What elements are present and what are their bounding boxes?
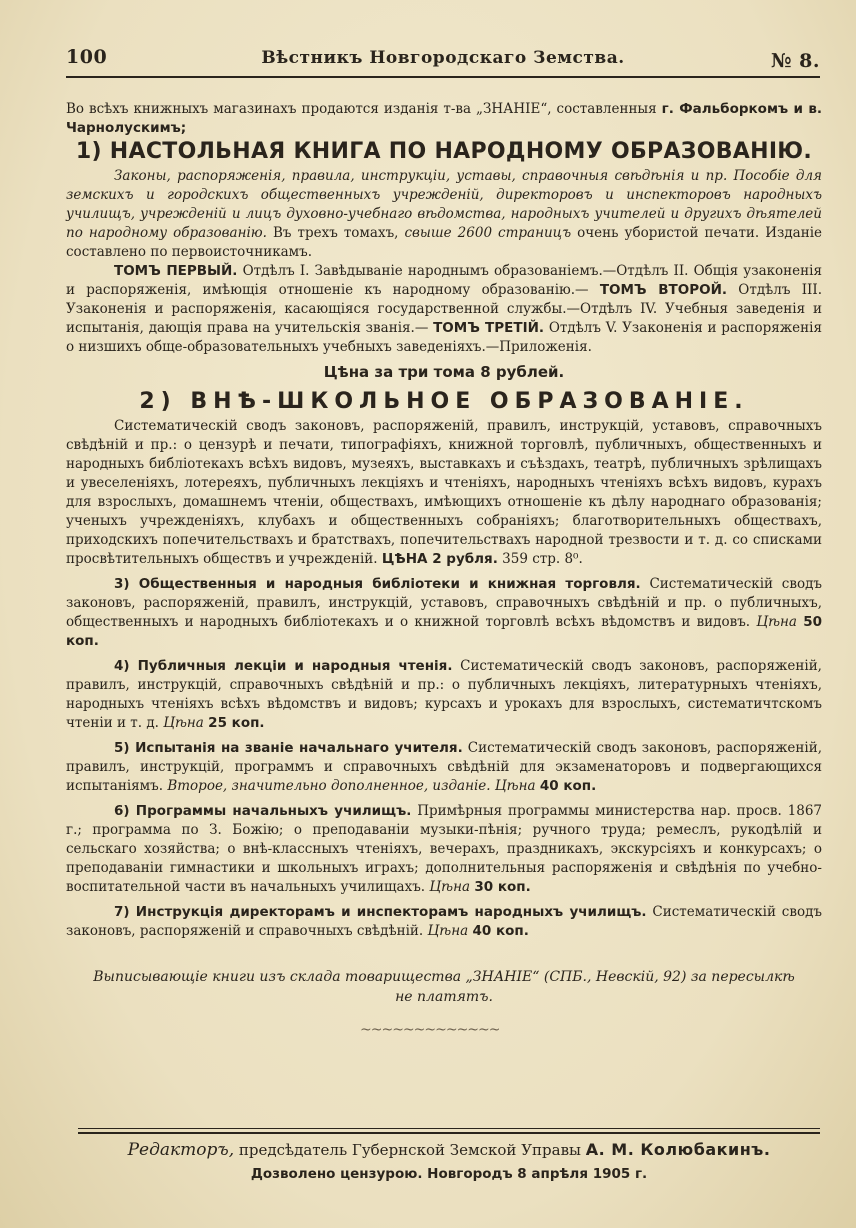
editor-role: Редакторъ, (127, 1140, 235, 1160)
list-item (66, 903, 822, 941)
item-note: Второе, значительно дополненное, изданіе. (167, 778, 491, 794)
page-number: 100 (66, 46, 108, 68)
book1-price: Цѣна за три тома 8 рублей. (323, 363, 565, 381)
book2-pages: 359 стр. 8⁰. (502, 551, 583, 567)
item-price-label: Цѣна (163, 715, 204, 731)
item-text: Систематическій сводъ законовъ, распоряженій, правилъ, инструкцій, программъ и справочныхъ свѣдѣній для экзаменаторовъ и подвергающихся испытаніямъ. (66, 740, 822, 794)
main-column (66, 100, 822, 1007)
book1-volumes-intro: Въ трехъ томахъ, (273, 225, 399, 241)
censorship-line: Дозволено цензурою. Новгородъ 8 апрѣля 1905 г. (250, 1166, 648, 1182)
item-price: 25 коп. (208, 715, 265, 731)
issue-number: № 8. (770, 50, 820, 72)
item-price: 40 коп. (539, 778, 597, 794)
list-item (66, 575, 822, 651)
book1-contents (66, 262, 822, 357)
book1-description (66, 167, 822, 262)
editor-position: предсѣдатель Губернской Земской Управы (238, 1141, 581, 1159)
intro-authors: г. Фальборкомъ и в. Чарнолускимъ; (66, 101, 822, 136)
item-price-label: Цѣна (427, 923, 469, 939)
running-header (66, 40, 820, 74)
journal-title: Вѣстникъ Новгородскаго Земства. (261, 48, 625, 68)
item-text: Систематическій сводъ законовъ, распоряженій, правилъ, инструкцій, уставовъ, справочныхъ свѣдѣній и пр. о публичныхъ, общественныхъ и народныхъ библіотекахъ и о книжной торговлѣ всѣхъ вѣдомствъ и видовъ. (66, 576, 822, 630)
item-price-label: Цѣна (429, 879, 471, 895)
book1-volumes-tail: очень убористой печати. Изданіе составлено по первоисточникамъ. (66, 225, 823, 260)
item-price: 30 коп. (474, 879, 531, 895)
editor-line (78, 1140, 820, 1160)
item-title: 7) Инструкція директорамъ и инспекторамъ народныхъ училищъ. (114, 904, 647, 920)
item-price: 50 коп. (66, 614, 822, 649)
vol3-label: ТОМЪ ТРЕТІЙ. (433, 320, 545, 336)
item-title: 6) Программы начальныхъ училищъ. (114, 803, 412, 819)
book2-title: 2) ВНѢ-ШКОЛЬНОЕ ОБРАЗОВАНІЕ. (139, 389, 749, 414)
list-item (66, 802, 822, 897)
item-price-label: Цѣна (494, 778, 536, 794)
item-title: 3) Общественныя и народныя библіотеки и книжная торговля. (114, 576, 641, 592)
item-price-label: Цѣна (756, 614, 797, 630)
intro-text: Во всѣхъ книжныхъ магазинахъ продаются изданія т-ва „ЗНАНІЕ“, составленныя (66, 101, 657, 117)
vol1-label: ТОМЪ ПЕРВЫЙ. (114, 263, 238, 279)
book1-subtitle: Законы, распоряженія, правила, инструкціи, уставы, справочныя свѣдѣнія и пр. Пособіе для земскихъ и городскихъ общественныхъ учрежденій, директоровъ и инспекторовъ народныхъ училищъ, учрежденій и лицъ духовно-учебнаго вѣдомства, народныхъ учителей и другихъ дѣятелей по народному образованію. (66, 168, 822, 241)
book2-description (66, 417, 822, 569)
item-text: Систематическій сводъ законовъ, распоряженій, правилъ, инструкцій, справочныхъ свѣдѣній и пр.: о публичныхъ лекціяхъ, литературныхъ чтеніяхъ, народныхъ чтеніяхъ всѣхъ вѣдомствъ и видовъ; курсахъ и урокахъ для взрослыхъ, систематичтскомъ чтеніи и т. д. (66, 658, 822, 731)
item-title: 5) Испытанія на званіе начальнаго учителя. (114, 740, 463, 756)
list-item (66, 657, 822, 733)
vol3-text: Отдѣлъ V. Узаконенія и распоряженія о низшихъ обще-образовательныхъ учебныхъ заведеніяхъ.—Приложенія. (66, 320, 822, 355)
header-rule (66, 76, 820, 78)
item-text: Примѣрныя программы министерства нар. просв. 1867 г.; программа по З. Божію; о преподаваніи музыки-пѣнія; ручного труда; ремеслъ, рукодѣлій и сельскаго хозяйства; о внѣ-классныхъ чтеніяхъ, вечерахъ, праздникахъ, экскурсіяхъ и конкурсахъ; о преподаваніи гимнастики и школьныхъ играхъ; дополнительныя распоряженія и свѣдѣнія по учебно-воспитательной части въ начальныхъ училищахъ. (66, 803, 822, 895)
footer-rule-thick (78, 1132, 820, 1134)
vol1-text: Отдѣлъ I. Завѣдываніе народнымъ образованіемъ.—Отдѣлъ II. Общія узаконенія и распоряженія, имѣющія отношеніе къ народному образованію.— (66, 263, 823, 298)
ornament-divider: ~~~~~~~~~~~~~ (360, 1022, 500, 1038)
item-text: Систематическій сводъ законовъ, распоряженій и справочныхъ свѣдѣній. (66, 904, 822, 939)
editor-name: А. М. Колюбакинъ. (585, 1140, 771, 1159)
list-item (66, 739, 822, 796)
vol2-text: Отдѣлъ III. Узаконенія и распоряженія, касающіяся государственной службы.—Отдѣлъ IV. Учебныя заведенія и испытанія, дающія права на учительскія званія.— (66, 282, 822, 336)
vol2-label: ТОМЪ ВТОРОЙ. (599, 282, 728, 298)
book2-text: Систематическій сводъ законовъ, распоряженій, правилъ, инструкцій, уставовъ, справочныхъ свѣдѣній и пр.: о цензурѣ и печати, типографіяхъ, книжной торговлѣ, публичныхъ, общественныхъ и народныхъ библіотекахъ всѣхъ видовъ, музеяхъ, выставкахъ и съѣздахъ, театрѣ, публичныхъ зрѣлищахъ и увеселеніяхъ, лотереяхъ, публичныхъ лекціяхъ и чтеніяхъ, народныхъ чтеніяхъ всѣхъ видовъ, курахъ для взрослыхъ, домашнемъ чтеніи, обществахъ, имѣющихъ отношеніе къ дѣлу народнаго образованія; ученыхъ учрежденіяхъ, клубахъ и общественныхъ собраніяхъ; благотворительныхъ обществахъ, приходскихъ попечительствахъ и братствахъ, попечительствахъ народной трезвости и т. д. со списками просвѣтительныхъ обществъ и учрежденій. (66, 418, 822, 567)
footer-rule (78, 1128, 820, 1129)
intro-line (66, 100, 822, 138)
book1-pages: свыше 2600 страницъ (404, 225, 572, 241)
item-title: 4) Публичныя лекціи и народныя чтенія. (114, 658, 453, 674)
book2-price: ЦѢНА 2 рубля. (381, 551, 498, 567)
book1-title: 1) НАСТОЛЬНАЯ КНИГА ПО НАРОДНОМУ ОБРАЗОВАНІЮ. (75, 139, 813, 164)
item-price: 40 коп. (472, 923, 529, 939)
shipping-note: Выписывающіе книги изъ склада товарищества „ЗНАНІЕ“ (СПБ., Невскій, 92) за пересылкѣ не платятъ. (93, 969, 795, 1005)
